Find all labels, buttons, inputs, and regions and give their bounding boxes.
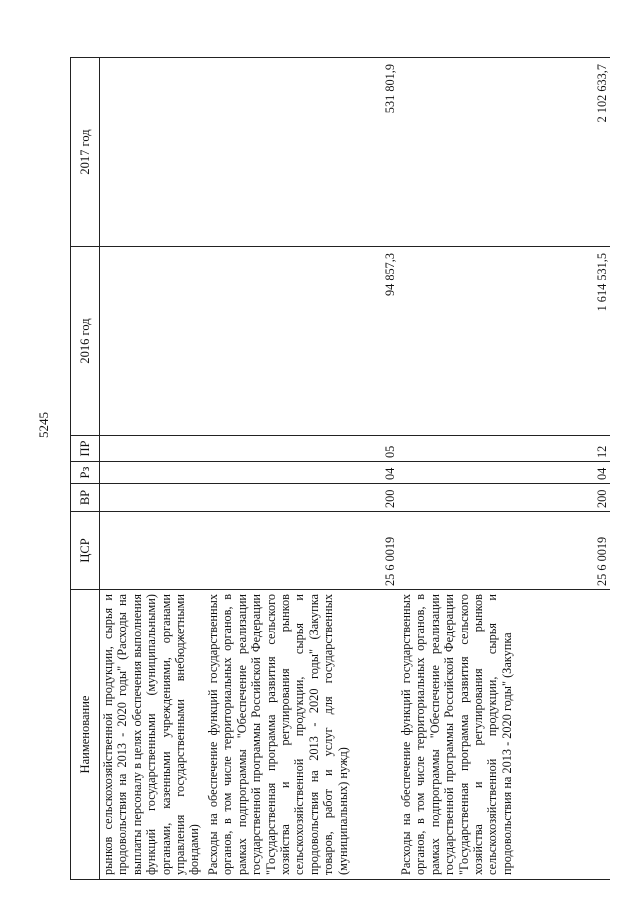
row-pr: [100, 436, 206, 462]
budget-table: [70, 57, 610, 880]
row-rz: [100, 462, 206, 484]
table-row: [205, 58, 398, 880]
row-value-2016: 94 857,3: [205, 247, 398, 436]
header-rz: Рз: [71, 462, 100, 484]
row-pr: 12: [398, 436, 610, 462]
table-header-row: [71, 58, 100, 880]
row-csr: 25 6 0019: [205, 512, 398, 590]
row-value-2017: [100, 58, 206, 247]
row-value-2017: 531 801,9: [205, 58, 398, 247]
row-rz: 04: [398, 462, 610, 484]
row-name: рынков сельскохозяйственной продукции, сырья и продовольствия на 2013 - 2020 годы" (Расходы на выплаты персоналу в целях обеспечения выполнения функций государственными (муниципальными) органами, казенными учреждениями, органами управления государственными внебюджетными фондами): [100, 590, 206, 880]
row-vr: [100, 484, 206, 512]
rotated-page-content: [70, 58, 609, 880]
header-2016: 2016 год: [71, 247, 100, 436]
table-row: [100, 58, 206, 880]
page-number: 5245: [36, 412, 51, 438]
row-name: Расходы на обеспечение функций государственных органов, в том числе территориальных органов, в рамках подпрограммы "Обеспечение реализации государственной программы Российской Федерации "Государственная программа развития сельского хозяйства и регулирования рынков сельскохозяйственной продукции, сырья и продовольствия на 2013 - 2020 годы" (Закупка: [398, 590, 610, 880]
header-csr: ЦСР: [71, 512, 100, 590]
row-vr: 200: [205, 484, 398, 512]
table-row: [398, 58, 610, 880]
row-csr: [100, 512, 206, 590]
header-name: Наименование: [71, 590, 100, 880]
header-2017: 2017 год: [71, 58, 100, 247]
row-rz: 04: [205, 462, 398, 484]
row-pr: 05: [205, 436, 398, 462]
row-value-2016: 1 614 531,5: [398, 247, 610, 436]
row-csr: 25 6 0019: [398, 512, 610, 590]
row-value-2017: 2 102 633,7: [398, 58, 610, 247]
row-vr: 200: [398, 484, 610, 512]
row-value-2016: [100, 247, 206, 436]
row-name: Расходы на обеспечение функций государственных органов, в том числе территориальных органов, в рамках подпрограммы "Обеспечение реализации государственной программы Российской Федерации "Государственная программа развития сельского хозяйства и регулирования рынков сельскохозяйственной продукции, сырья и продовольствия на 2013 - 2020 годы" (Закупка товаров, работ и услуг для государственных (муниципальных) нужд): [205, 590, 398, 880]
header-vr: ВР: [71, 484, 100, 512]
header-pr: ПР: [71, 436, 100, 462]
